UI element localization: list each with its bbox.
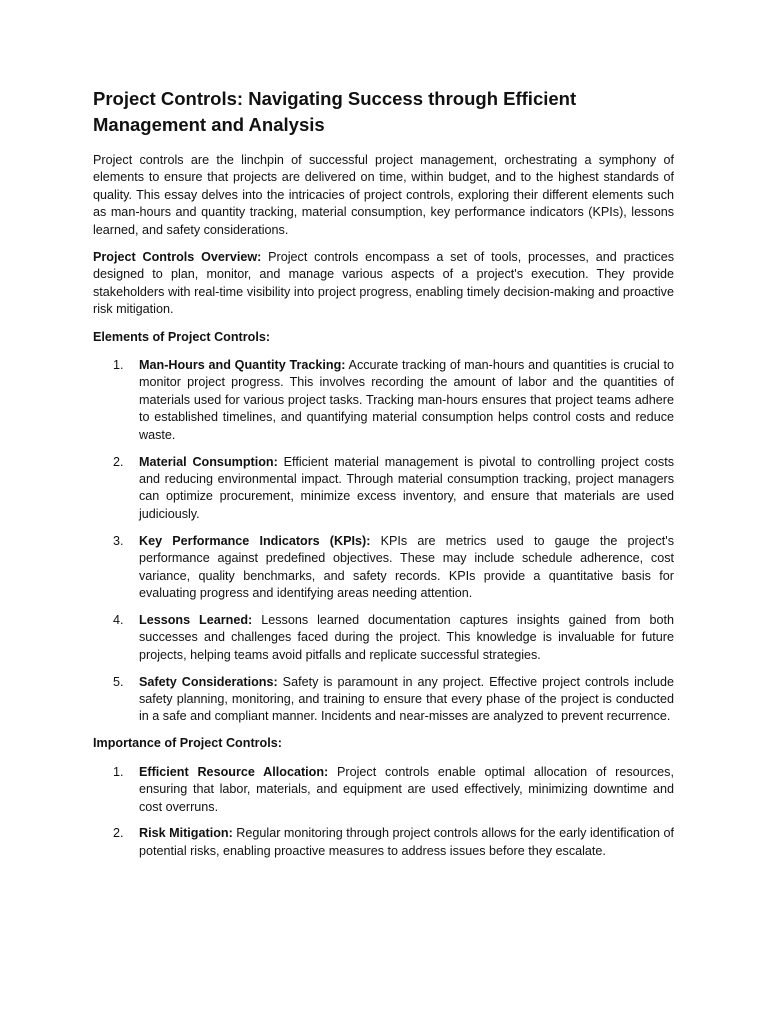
list-item	[93, 674, 674, 726]
list-item-text: Lessons learned documentation captures insights gained from both successes and challenges faced during the project. This knowledge is invaluable for future projects, helping teams avoid pitfalls and replicate successful strategies.	[139, 612, 675, 662]
list-item-text: Regular monitoring through project controls allows for the early identification of potential risks, enabling proactive measures to address issues before they escalate.	[139, 826, 674, 858]
list-item-lead: Safety Considerations:	[139, 674, 278, 689]
list-number: 3.	[113, 533, 124, 548]
list-item-text: Accurate tracking of man-hours and quantities is crucial to monitor project progress. This involves recording the amount of labor and the quantities of materials used for various project tasks. Tracking man-hours ensures that project teams adhere to established timelines, and quantifying material consumption helps control costs and reduce waste.	[139, 358, 675, 442]
list-item-text: KPIs are metrics used to gauge the project's performance against predefined objectives. These may include schedule adherence, cost variance, quality benchmarks, and safety records. KPIs provide a quantitative basis for evaluating progress and identifying areas needing attention.	[139, 533, 674, 600]
list-item	[93, 533, 674, 603]
overview-paragraph	[93, 249, 674, 319]
importance-list	[93, 764, 674, 861]
overview-text: Project controls encompass a set of tools, processes, and practices designed to plan, monitor, and manage various aspects of a project's execution. They provide stakeholders with real-time visibility into project progress, enabling timely decision-making and proactive risk mitigation.	[93, 250, 674, 317]
list-number: 2.	[113, 826, 124, 841]
list-item-lead: Lessons Learned:	[139, 612, 253, 627]
importance-heading: Importance of Project Controls:	[93, 736, 282, 751]
list-item-text: Efficient material management is pivotal to controlling project costs and reducing environmental impact. Through material consumption tracking, project managers can optimize procurement, minimize excess inventory, and ensure that materials are used judiciously.	[139, 454, 674, 521]
list-item-lead: Key Performance Indicators (KPIs):	[139, 533, 371, 548]
list-item	[93, 825, 674, 860]
list-number: 2.	[113, 454, 124, 469]
list-item-lead: Man-Hours and Quantity Tracking:	[139, 358, 346, 373]
elements-heading: Elements of Project Controls:	[93, 329, 271, 344]
list-item-lead: Material Consumption:	[139, 454, 278, 469]
list-item-text: Project controls enable optimal allocation of resources, ensuring that labor, materials, and equipment are used effectively, minimizing downtime and cost overruns.	[139, 764, 674, 814]
list-item	[93, 454, 674, 524]
intro-paragraph: Project controls are the linchpin of successful project management, orchestrating a symphony of elements to ensure that projects are delivered on time, within budget, and to the highest standards of quality. This essay delves into the intricacies of project controls, exploring their different elements such as man-hours and quantity tracking, material consumption, key performance indicators (KPIs), lessons learned, and safety considerations.	[93, 153, 674, 237]
list-item-lead: Risk Mitigation:	[139, 826, 233, 841]
document-title: Project Controls: Navigating Success through Efficient Management and Analysis	[93, 88, 577, 135]
list-item	[93, 764, 674, 816]
list-item-lead: Efficient Resource Allocation:	[139, 764, 329, 779]
list-number: 1.	[113, 358, 124, 373]
list-number: 1.	[113, 764, 124, 779]
list-number: 5.	[113, 674, 124, 689]
overview-lead: Project Controls Overview:	[93, 250, 262, 265]
document-page	[93, 86, 674, 870]
list-number: 4.	[113, 612, 124, 627]
list-item	[93, 357, 674, 444]
list-item	[93, 612, 674, 664]
list-item-text: Safety is paramount in any project. Effective project controls include safety planning, monitoring, and training to ensure that every phase of the project is conducted in a safe and compliant manner. Incidents and near-misses are analyzed to prevent recurrence.	[139, 674, 674, 724]
elements-list	[93, 357, 674, 726]
